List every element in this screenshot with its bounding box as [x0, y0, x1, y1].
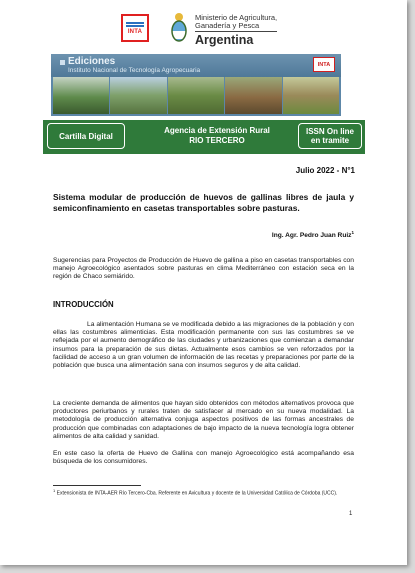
issn-line-1: ISSN On line	[305, 127, 354, 136]
ministry-line-1: Ministerio de Agricultura,	[195, 13, 278, 22]
banner-bullet-icon	[60, 60, 65, 65]
issn-line-2: en tramite	[310, 136, 350, 145]
issue-date: Julio 2022 - N°1	[295, 166, 355, 175]
footnote	[53, 488, 353, 497]
intro-paragraph-2: La creciente demanda de alimentos que hayan sido obtenidos con métodos alternativos provoca que productores periurbanos y rurales traten de satisfacer al mercado en su nueva modalidad. La metodología de producción alternativa conjuga aspectos positivos de las formas ancestrales de producción que combinadas con adaptaciones de bajo impacto de la nueva tecnología logra obtener alimentos de alta calidad y sanidad.	[53, 400, 354, 440]
ministry-divider	[195, 31, 277, 32]
agency-line-1: Agencia de Extensión Rural	[164, 126, 270, 135]
agency-label	[142, 126, 292, 145]
photo-cattle	[225, 77, 281, 114]
summary-paragraph: Sugerencias para Proyectos de Producción de Huevo de gallina a piso en casetas transportables con manejo Agroecológico asentados sobre pasturas en clima Mediterráneo con estación seca en la región de Chaco semiárido.	[53, 257, 354, 281]
banner-title: Ediciones	[68, 56, 116, 67]
document-title: Sistema modular de producción de huevos de gallinas libres de jaula y semiconfinamiento en casetas transportables sobre pasturas.	[53, 192, 354, 213]
footnote-number: 1	[53, 488, 56, 493]
intro-paragraph-1: La alimentación Humana se ve modificada debido a las migraciones de la población y con ellas las costumbres alimenticias. Esta modificación permanente con sus las costumbres se ve reflejada por el aumento demográfico de las ciudades y urbanizaciones que comienzan a demandar insumos para la preparación de sus dietas. Actualmente esos cambios se ven reforzados por la facilidad de acceso a un gran volumen de información de las recetas y preparaciones por parte de la población que busca una alimentación sana con insumos seguros y de alta calidad.	[53, 321, 354, 370]
ediciones-banner	[51, 54, 341, 116]
issn-box	[298, 123, 362, 149]
photo-field-workers	[110, 77, 166, 114]
photo-greenhouse	[53, 77, 109, 114]
publication-info-bar	[43, 120, 365, 154]
photo-crops-closeup	[283, 77, 339, 114]
ministry-country: Argentina	[195, 33, 254, 47]
agency-line-2: RIO TERCERO	[189, 135, 245, 145]
banner-inta-logo: INTA	[313, 57, 335, 72]
cartilla-digital-box: Cartilla Digital	[47, 123, 125, 149]
intro-paragraph-3: En este caso la oferta de Huevo de Gallina con manejo Agroecológico está acompañando esa búsqueda de los consumidores.	[53, 450, 354, 466]
ministry-line-2: Ganadería y Pesca	[195, 21, 260, 30]
ministry-block	[195, 14, 277, 47]
banner-photo-strip	[53, 77, 339, 114]
section-heading: INTRODUCCIÓN	[53, 300, 114, 309]
banner-subtitle: Instituto Nacional de Tecnología Agropecuaria	[68, 67, 201, 74]
photo-crop-field	[168, 77, 224, 114]
page-number: 1	[349, 511, 353, 517]
argentina-coat-of-arms-icon	[170, 12, 188, 46]
footnote-text: Extensionista de INTA-AER Río Tercero-Cba. Referente en Avicultura y docente de la Universidad Católica de Córdoba (UCC).	[56, 490, 338, 497]
inta-logo-text: INTA	[127, 28, 143, 35]
inta-logo	[121, 14, 149, 42]
author-name: Ing. Agr. Pedro Juan Ruiz	[271, 232, 352, 240]
author-footnote-ref: 1	[351, 230, 354, 235]
footnote-divider	[53, 485, 141, 486]
banner-header	[51, 54, 341, 77]
inta-logo-stripes	[126, 22, 144, 27]
author-line	[272, 230, 354, 239]
